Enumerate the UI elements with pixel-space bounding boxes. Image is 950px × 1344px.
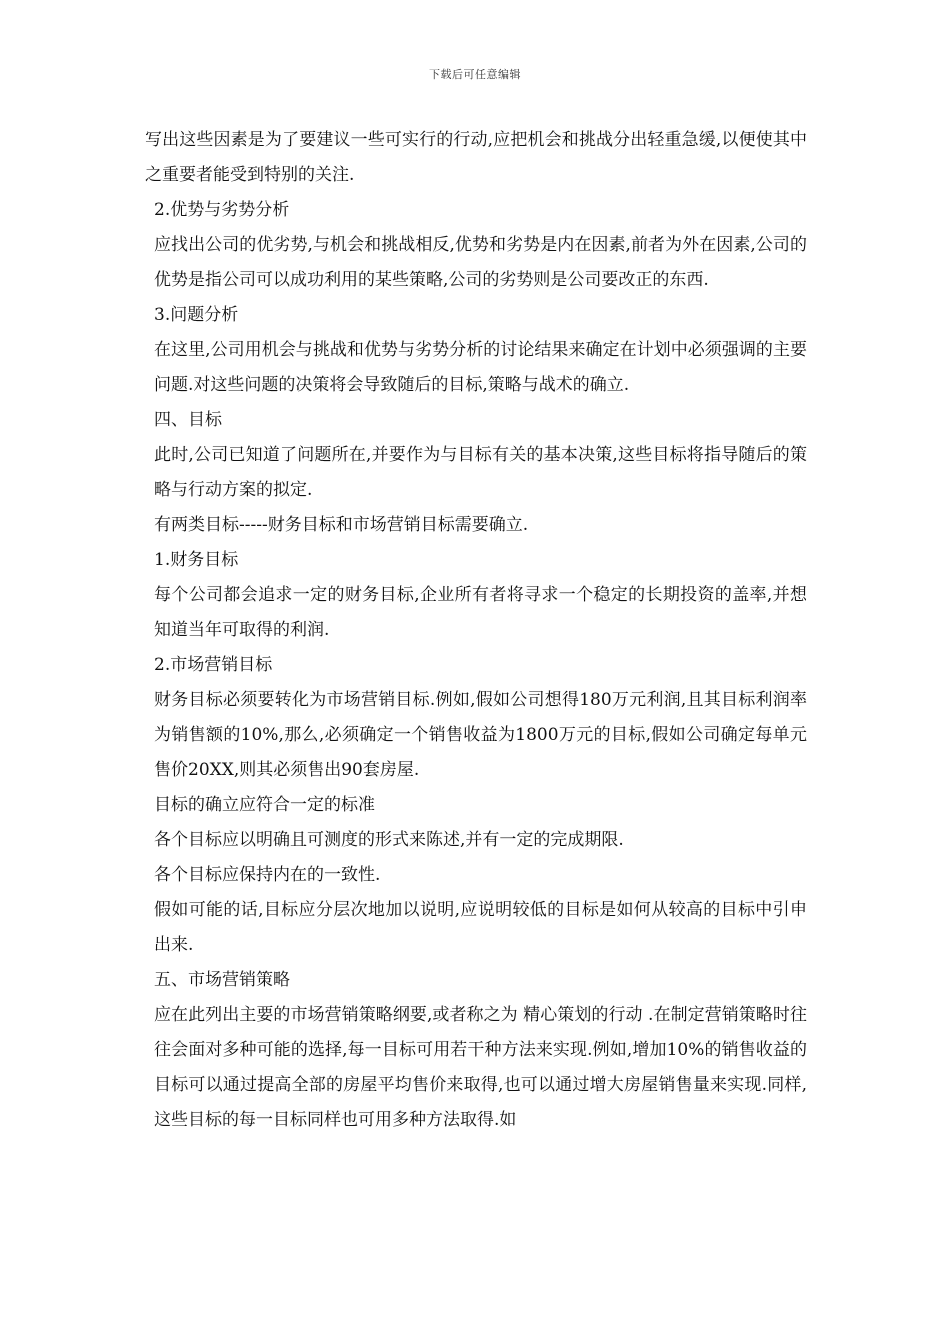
section-heading: 1.财务目标 — [154, 550, 239, 570]
section-heading: 四、目标 — [154, 410, 222, 430]
paragraph: 财务目标必须要转化为市场营销目标.例如,假如公司想得180万元利润,且其目标利润率为销售额的10%,那么,必须确定一个销售收益为1800万元的目标,假如公司确定每单元售价20XX,则其必须售出90套房屋. — [154, 690, 807, 780]
paragraph: 此时,公司已知道了问题所在,并要作为与目标有关的基本决策,这些目标将指导随后的策略与行动方案的拟定. — [154, 445, 807, 500]
paragraph: 各个目标应保持内在的一致性. — [154, 865, 381, 885]
section-heading: 2.优势与劣势分析 — [154, 200, 290, 220]
paragraph: 各个目标应以明确且可测度的形式来陈述,并有一定的完成期限. — [154, 830, 624, 850]
section-heading: 3.问题分析 — [154, 305, 239, 325]
paragraph: 应找出公司的优劣势,与机会和挑战相反,优势和劣势是内在因素,前者为外在因素,公司的优势是指公司可以成功利用的某些策略,公司的劣势则是公司要改正的东西. — [154, 235, 807, 290]
paragraph: 假如可能的话,目标应分层次地加以说明,应说明较低的目标是如何从较高的目标中引申出来. — [154, 900, 807, 955]
paragraph: 有两类目标-----财务目标和市场营销目标需要确立. — [154, 515, 529, 535]
paragraph: 在这里,公司用机会与挑战和优势与劣势分析的讨论结果来确定在计划中必须强调的主要问题.对这些问题的决策将会导致随后的目标,策略与战术的确立. — [154, 340, 807, 395]
page-header: 下载后可任意编辑 — [429, 68, 521, 81]
section-heading: 2.市场营销目标 — [154, 655, 273, 675]
section-heading: 五、市场营销策略 — [154, 970, 290, 990]
document-body — [145, 123, 807, 1138]
paragraph: 写出这些因素是为了要建议一些可实行的行动,应把机会和挑战分出轻重急缓,以便使其中之重要者能受到特别的关注. — [145, 130, 807, 185]
paragraph: 每个公司都会追求一定的财务目标,企业所有者将寻求一个稳定的长期投资的盖率,并想知道当年可取得的利润. — [154, 585, 807, 640]
paragraph: 应在此列出主要的市场营销策略纲要,或者称之为 精心策划的行动 .在制定营销策略时往往会面对多种可能的选择,每一目标可用若干种方法来实现.例如,增加10%的销售收益的目标可以通过提高全部的房屋平均售价来取得,也可以通过增大房屋销售量来实现.同样,这些目标的每一目标同样也可用多种方法取得.如 — [154, 1005, 807, 1130]
paragraph: 目标的确立应符合一定的标准 — [154, 795, 375, 815]
